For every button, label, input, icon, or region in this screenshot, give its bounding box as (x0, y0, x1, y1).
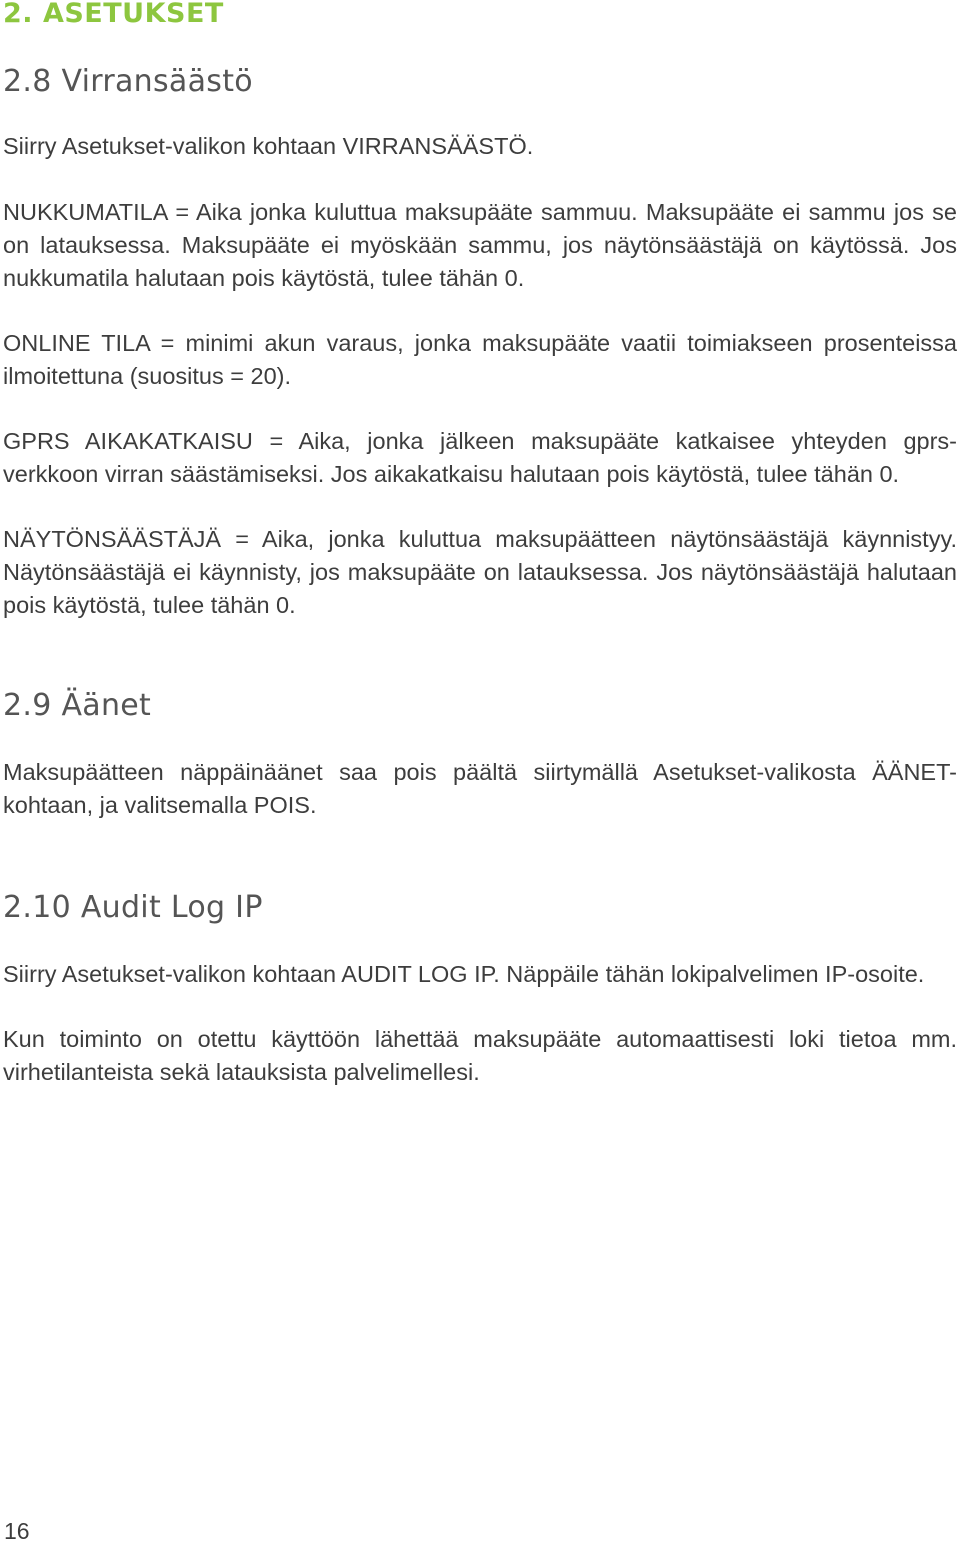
section-title-virransaasto: 2.8 Virransäästö (3, 64, 253, 99)
paragraph-naytonsaastaja: NÄYTÖNSÄÄSTÄJÄ = Aika, jonka kuluttua maksupäätteen näytönsäästäjä käynnistyy. Näytönsäästäjä ei käynnisty, jos maksupääte on latauksessa. Jos näytönsäästäjä halutaan pois käytöstä, tulee tähän 0. (3, 526, 957, 618)
section-title-audit-log-ip: 2.10 Audit Log IP (3, 890, 263, 925)
paragraph-gprs-aikakatkaisu: GPRS AIKAKATKAISU = Aika, jonka jälkeen maksupääte katkaisee yhteyden gprs-verkkoon virran säästämiseksi. Jos aikakatkaisu halutaan pois käytöstä, tulee tähän 0. (3, 428, 957, 487)
paragraph-aanet: Maksupäätteen näppäinäänet saa pois päältä siirtymällä Asetukset-valikosta ÄÄNET-kohtaan, ja valitsemalla POIS. (3, 759, 957, 818)
document-page (3, 0, 957, 1089)
section-title-aanet: 2.9 Äänet (3, 688, 152, 723)
paragraph-audit-log-ip: Siirry Asetukset-valikon kohtaan AUDIT LOG IP. Näppäile tähän lokipalvelimen IP-osoite. (3, 961, 925, 987)
paragraph-nukkumatila: NUKKUMATILA = Aika jonka kuluttua maksupääte sammuu. Maksupääte ei sammu jos se on latauksessa. Maksupääte ei myöskään sammu, jos näytönsäästäjä on käytössä. Jos nukkumatila halutaan pois käytöstä, tulee tähän 0. (3, 199, 957, 291)
paragraph-online-tila: ONLINE TILA = minimi akun varaus, jonka maksupääte vaatii toimiakseen prosenteissa ilmoitettuna (suositus = 20). (3, 330, 957, 389)
paragraph: Siirry Asetukset-valikon kohtaan VIRRANSÄÄSTÖ. (3, 133, 534, 159)
paragraph-audit-log-info: Kun toiminto on otettu käyttöön lähettää maksupääte automaattisesti loki tietoa mm. virhetilanteista sekä latauksista palvelimellesi. (3, 1026, 957, 1085)
chapter-title: 2. ASETUKSET (3, 0, 224, 29)
page-number: 16 (4, 1518, 30, 1544)
